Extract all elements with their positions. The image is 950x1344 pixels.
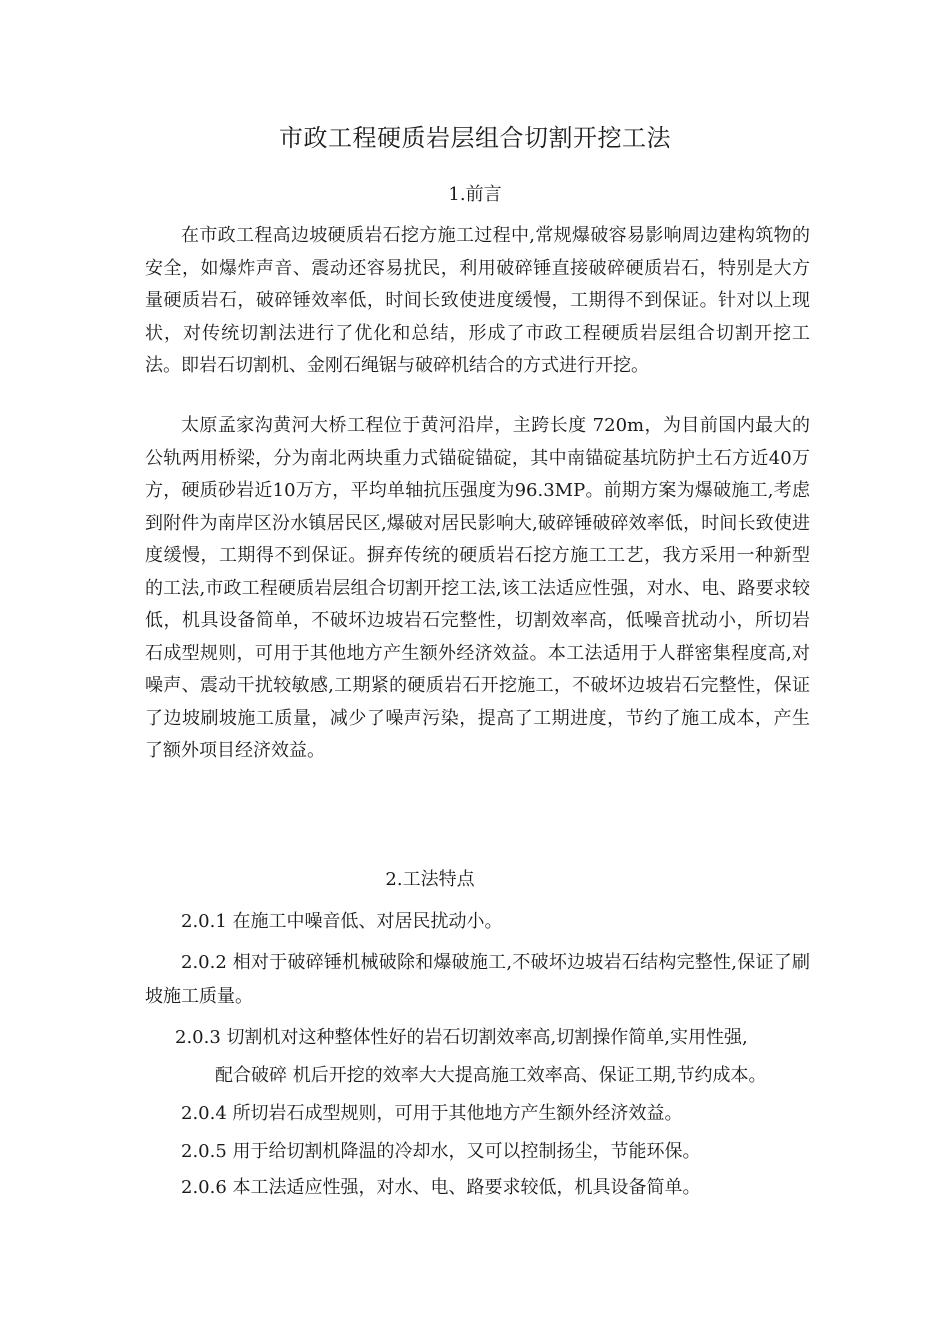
document-title: 市政工程硬质岩层组合切割开挖工法 — [279, 124, 671, 152]
feature-item-2-0-4: 2.0.4 所切岩石成型规则，可用于其他地方产生额外经济效益。 — [181, 1103, 683, 1124]
section-heading-features: 2.工法特点 — [385, 869, 475, 890]
preface-paragraph-2: 太原孟家沟黄河大桥工程位于黄河沿岸，主跨长度 720m，为目前国内最大的公轨两用桥梁，分为南北两块重力式锚碇锚碇，其中南锚碇基坑防护土石方近40万方，硬质砂岩近10万方，平均单轴抗压强度为96.3MP。前期方案为爆破施工,考虑到附件为南岸区汾水镇居民区,爆破对居民影响大,破碎锤破碎效率低，时间长致使进度缓慢，工期得不到保证。摒弃传统的硬质岩石挖方施工工艺，我方采用一种新型的工法,市政工程硬质岩层组合切割开挖工法,该工法适应性强，对水、电、路要求较低，机具设备简单，不破坏边坡岩石完整性，切割效率高，低噪音扰动小，所切岩石成型规则，可用于其他地方产生额外经济效益。本工法适用于人群密集程度高,对噪声、震动干扰较敏感,工期紧的硬质岩石开挖施工，不破坏边坡岩石完整性，保证了边坡刷坡施工质量，减少了噪声污染，提高了工期进度，节约了施工成本，产生了额外项目经济效益。 — [145, 415, 810, 761]
preface-paragraph-1: 在市政工程高边坡硬质岩石挖方施工过程中,常规爆破容易影响周边建构筑物的安全，如爆炸声音、震动还容易扰民，利用破碎锤直接破碎硬质岩石，特别是大方量硬质岩石，破碎锤效率低，时间长致使进度缓慢，工期得不到保证。针对以上现状，对传统切割法进行了优化和总结，形成了市政工程硬质岩层组合切割开挖工法。即岩石切割机、金刚石绳锯与破碎机结合的方式进行开挖。 — [145, 225, 810, 376]
feature-item-2-0-1: 2.0.1 在施工中噪音低、对居民扰动小。 — [181, 911, 503, 932]
feature-item-2-0-5: 2.0.5 用于给切割机降温的冷却水，又可以控制扬尘，节能环保。 — [181, 1141, 701, 1162]
section-heading-preface: 1.前言 — [448, 184, 502, 205]
feature-item-2-0-3-continued: 配合破碎 机后开挖的效率大大提高施工效率高、保证工期,节约成本。 — [215, 1065, 767, 1086]
feature-item-2-0-3: 2.0.3 切割机对这种整体性好的岩石切割效率高,切割操作简单,实用性强, — [175, 1027, 748, 1048]
feature-item-2-0-6: 2.0.6 本工法适应性强，对水、电、路要求较低，机具设备简单。 — [181, 1177, 701, 1198]
feature-item-2-0-2: 2.0.2 相对于破碎锤机械破除和爆破施工,不破坏边坡岩石结构完整性,保证了刷坡施工质量。 — [145, 952, 810, 1007]
